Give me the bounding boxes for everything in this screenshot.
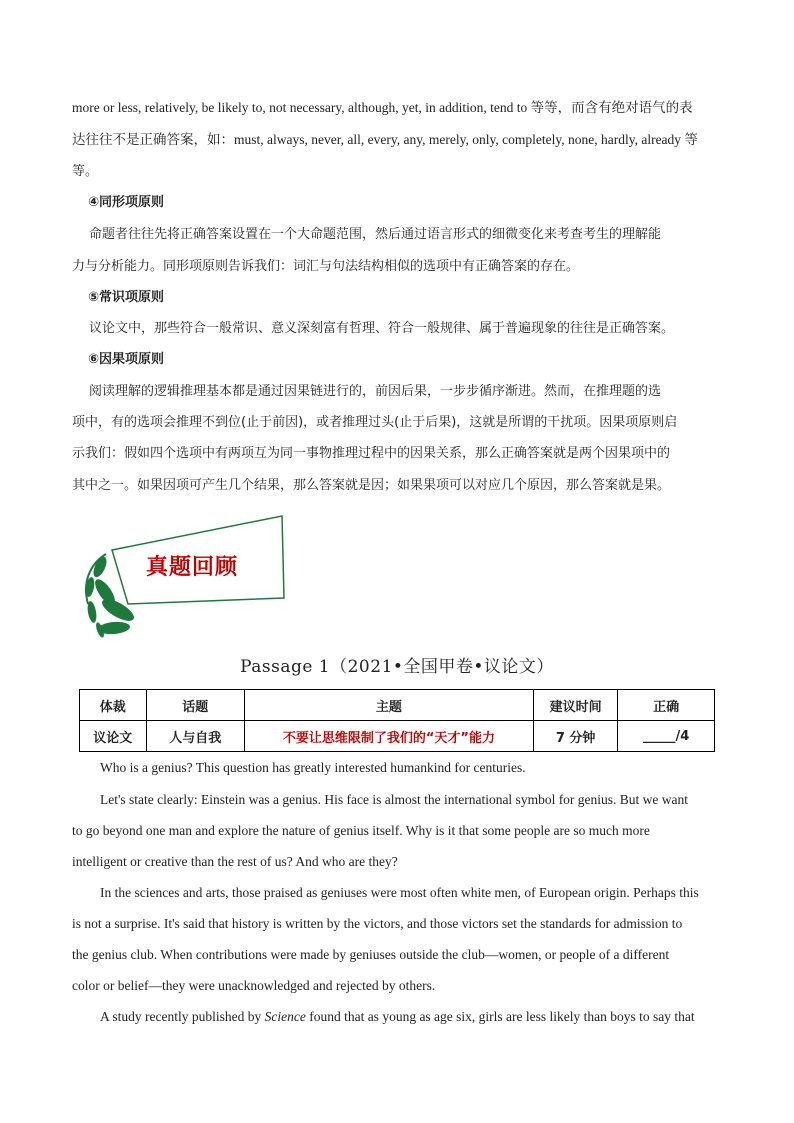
header-genre: 体裁 xyxy=(80,690,147,721)
intro-line-2: 达往往不是正确答案，如：must, always, never, all, every, any, merely, only, completely, none, hardly, already 等 xyxy=(72,132,698,147)
header-correct: 正确 xyxy=(618,690,715,721)
passage-p3-line-2: is not a surprise. It's said that history is written by the victors, and those victors set the standards for admission to xyxy=(72,916,683,931)
cell-genre: 议论文 xyxy=(80,721,147,752)
p4-text-end: found that as young as age six, girls are less likely than boys to say that xyxy=(305,1009,695,1024)
section-heading-4: ④同形项原则 xyxy=(88,195,165,210)
cell-correct-score: _____/4 xyxy=(618,721,715,752)
header-theme: 主题 xyxy=(244,690,533,721)
banner-title: 真题回顾 xyxy=(146,554,239,580)
passage-p2-line-2: to go beyond one man and explore the nature of genius itself. Why is it that some people are so much more xyxy=(72,823,650,838)
cell-suggested-time: 7 分钟 xyxy=(533,721,617,752)
passage-p3-line-3: the genius club. When contributions were made by geniuses outside the club—women, or people of a different xyxy=(72,947,670,962)
intro-line-1: more or less, relatively, be likely to, not necessary, although, yet, in addition, tend to 等等，而含有绝对语气的表 xyxy=(72,100,693,115)
section-6-line-4: 其中之一。如果因项可产生几个结果，那么答案就是因；如果果项可以对应几个原因，那么答案就是果。 xyxy=(72,478,671,493)
passage-p3-line-1: In the sciences and arts, those praised as geniuses were most often white men, of European origin. Perhaps this xyxy=(100,885,699,900)
table-row xyxy=(80,721,715,752)
section-4-line-1: 命题者往往先将正确答案设置在一个大命题范围，然后通过语言形式的细微变化来考查考生的理解能 xyxy=(89,227,662,242)
passage-p4-line-1 xyxy=(72,1001,724,1032)
header-suggested-time: 建议时间 xyxy=(533,690,617,721)
table-header-row xyxy=(80,690,715,721)
passage-p3-line-4: color or belief—they were unacknowledged and rejected by others. xyxy=(72,978,436,993)
journal-name: Science xyxy=(264,1009,306,1024)
section-6-line-1: 阅读理解的逻辑推理基本都是通过因果链进行的，前因后果，一步步循序渐进。然而，在推理题的选 xyxy=(89,384,662,399)
passage-paragraph-1: Who is a genius? This question has greatly interested humankind for centuries. xyxy=(100,760,526,775)
cell-topic: 人与自我 xyxy=(146,721,244,752)
section-6-line-3: 示我们：假如四个选项中有两项互为同一事物推理过程中的因果关系，那么正确答案就是两个因果项中的 xyxy=(72,446,671,461)
section-6-line-2: 项中，有的选项会推理不到位(止于前因)，或者推理过头(止于后果)，这就是所谓的干扰项。因果项原则启 xyxy=(72,415,678,430)
section-5-line-1: 议论文中，那些符合一般常识、意义深刻富有哲理、符合一般规律、属于普遍现象的往往是正确答案。 xyxy=(89,321,675,336)
section-heading-5: ⑤常识项原则 xyxy=(88,290,165,305)
passage-p2-line-3: intelligent or creative than the rest of us? And who are they? xyxy=(72,854,398,869)
passage-title: Passage 1（2021•全国甲卷•议论文） xyxy=(240,657,554,677)
passage-info-table xyxy=(79,689,715,752)
passage-p2-line-1: Let's state clearly: Einstein was a genius. His face is almost the international symbol for genius. But we want xyxy=(100,792,689,807)
section-4-line-2: 力与分析能力。同形项原则告诉我们：词汇与句法结构相似的选项中有正确答案的存在。 xyxy=(72,259,580,274)
p4-text-start: A study recently published by xyxy=(100,1009,265,1024)
intro-line-3: 等。 xyxy=(72,164,99,179)
header-topic: 话题 xyxy=(146,690,244,721)
cell-theme: 不要让思维限制了我们的“天才”能力 xyxy=(244,721,533,752)
section-heading-6: ⑥因果项原则 xyxy=(88,352,165,367)
